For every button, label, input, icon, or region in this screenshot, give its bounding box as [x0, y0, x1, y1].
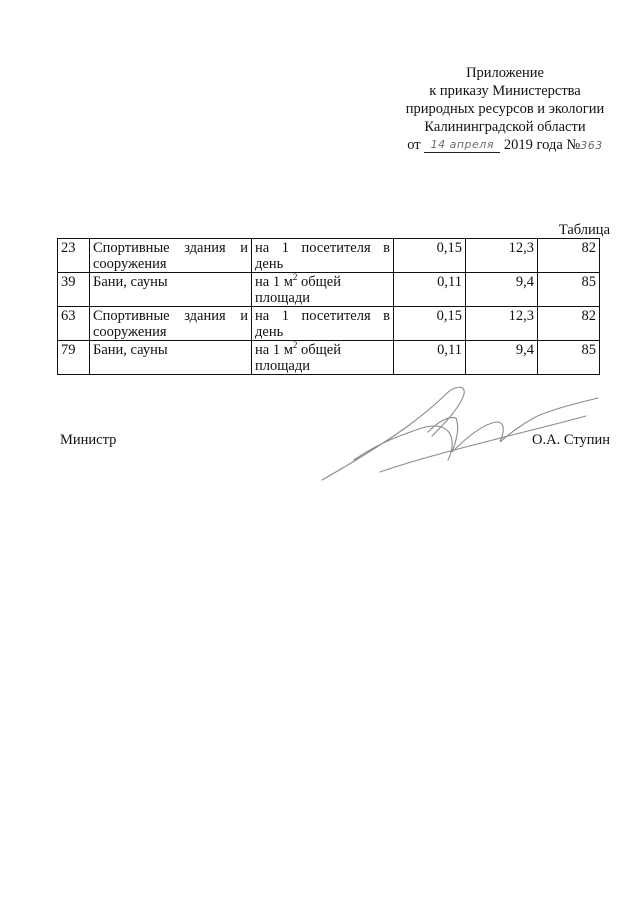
- value-2: 12,3: [466, 307, 538, 341]
- value-1: 0,15: [394, 239, 466, 273]
- table-row: [58, 341, 600, 375]
- value-3: 82: [538, 307, 600, 341]
- header-line-ministry: природных ресурсов и экологии: [405, 101, 605, 117]
- handwritten-date: 14 апреля: [430, 138, 494, 151]
- unit-of-measure: на 1 посетителя в день: [252, 239, 394, 273]
- facility-name: Спортивные здания и сооружения: [90, 307, 252, 341]
- facility-name: Бани, сауны: [90, 273, 252, 307]
- date-prefix: от: [407, 137, 421, 153]
- header-line-region: Калининградской области: [424, 119, 586, 135]
- value-1: 0,11: [394, 341, 466, 375]
- table-row: [58, 273, 600, 307]
- value-3: 85: [538, 341, 600, 375]
- unit-superscript: 2: [292, 340, 298, 351]
- value-1: 0,11: [394, 273, 466, 307]
- unit-superscript: 2: [292, 272, 298, 283]
- table-caption: Таблица: [558, 222, 610, 238]
- signatory-position: Министр: [60, 432, 117, 448]
- unit-suffix: общей площади: [255, 274, 341, 306]
- facility-name: Бани, сауны: [90, 341, 252, 375]
- value-2: 9,4: [466, 273, 538, 307]
- appendix-header: [380, 64, 630, 155]
- signature: [320, 372, 600, 482]
- unit-of-measure: [252, 273, 394, 307]
- unit-of-measure: на 1 посетителя в день: [252, 307, 394, 341]
- handwritten-order-number: 363: [580, 139, 603, 152]
- row-number: 63: [58, 307, 90, 341]
- date-field: [424, 137, 500, 153]
- unit-prefix: на 1 м: [255, 274, 293, 290]
- table-row: [58, 239, 600, 273]
- unit-suffix: общей площади: [255, 342, 341, 374]
- row-number: 23: [58, 239, 90, 273]
- order-date-line: [380, 136, 630, 155]
- table-row: [58, 307, 600, 341]
- header-line-order: к приказу Министерства: [429, 83, 581, 99]
- data-table: [57, 238, 600, 375]
- unit-of-measure: [252, 341, 394, 375]
- date-suffix: 2019 года №: [503, 137, 581, 153]
- value-2: 9,4: [466, 341, 538, 375]
- row-number: 79: [58, 341, 90, 375]
- value-3: 85: [538, 273, 600, 307]
- signatory-name: О.А. Ступин: [532, 432, 610, 448]
- row-number: 39: [58, 273, 90, 307]
- value-2: 12,3: [466, 239, 538, 273]
- header-line-appendix: Приложение: [466, 65, 544, 81]
- unit-prefix: на 1 м: [255, 342, 293, 358]
- value-1: 0,15: [394, 307, 466, 341]
- facility-name: Спортивные здания и сооружения: [90, 239, 252, 273]
- value-3: 82: [538, 239, 600, 273]
